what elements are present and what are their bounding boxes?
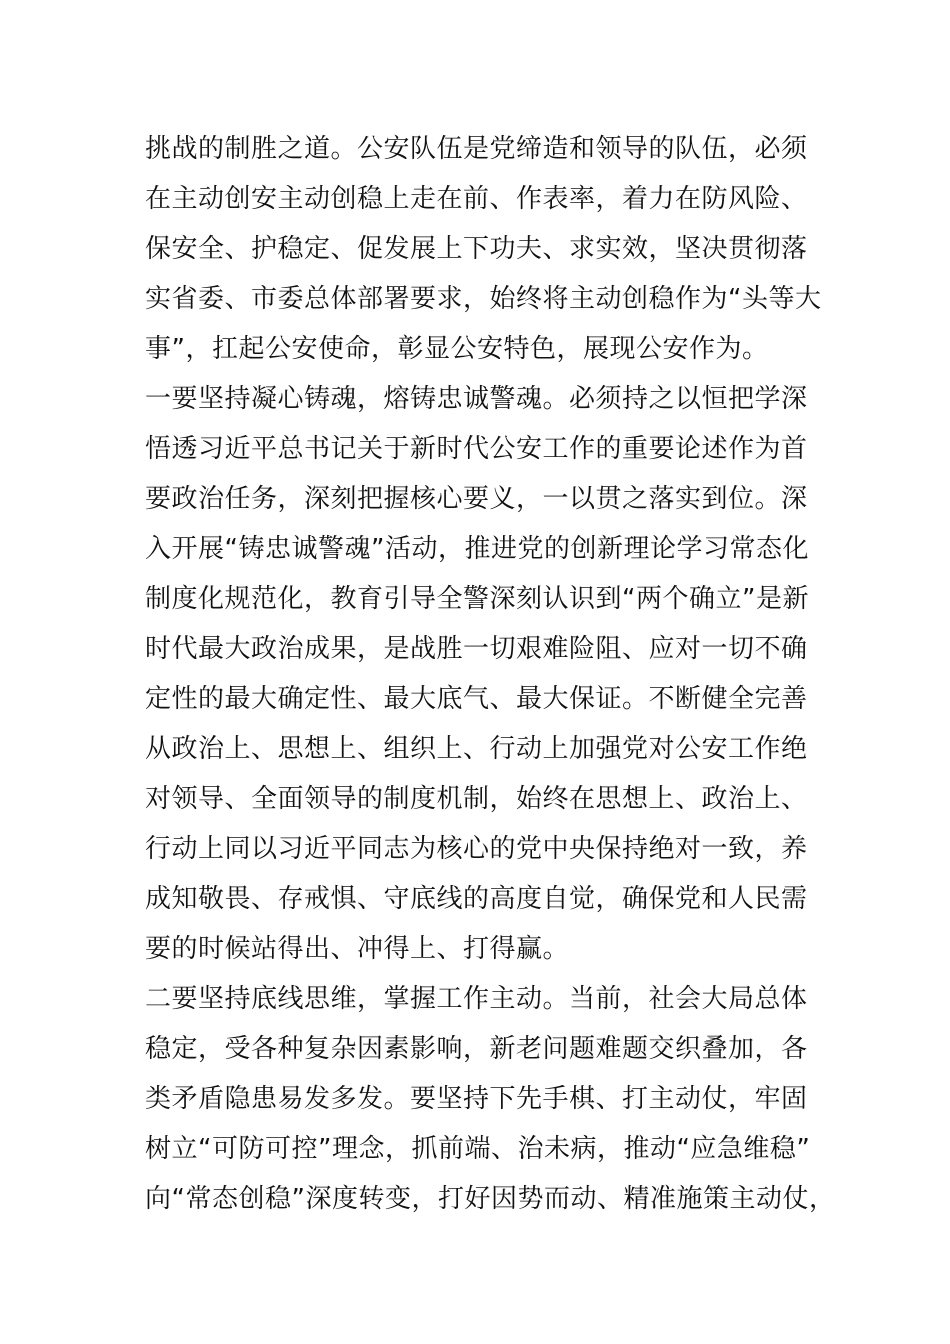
text-line: 成知敬畏、存戒惧、守底线的高度自觉，确保党和人民需 [145, 884, 808, 914]
text-line: 一要坚持凝心铸魂，熔铸忠诚警魂。必须持之以恒把学深 [145, 384, 808, 414]
text-line: 要政治任务，深刻把握核心要义，一以贯之落实到位。深 [145, 484, 808, 514]
text-line: 对领导、全面领导的制度机制，始终在思想上、政治上、 [145, 784, 808, 814]
text-line: 在主动创安主动创稳上走在前、作表率，着力在防风险、 [145, 184, 808, 214]
text-line: 挑战的制胜之道。公安队伍是党缔造和领导的队伍，必须 [145, 134, 808, 164]
text-line: 入开展“铸忠诚警魂”活动，推进党的创新理论学习常态化 [145, 534, 809, 564]
text-line: 事”，扛起公安使命，彰显公安特色，展现公安作为。 [145, 334, 769, 364]
text-line: 悟透习近平总书记关于新时代公安工作的重要论述作为首 [145, 434, 808, 464]
document-body [145, 124, 845, 1224]
text-line: 制度化规范化，教育引导全警深刻认识到“两个确立”是新 [145, 584, 809, 614]
text-line: 向“常态创稳”深度转变，打好因势而动、精准施策主动仗， [145, 1184, 836, 1214]
text-line: 保安全、护稳定、促发展上下功夫、求实效，坚决贯彻落 [145, 234, 808, 264]
text-line: 从政治上、思想上、组织上、行动上加强党对公安工作绝 [145, 734, 808, 764]
text-line: 实省委、市委总体部署要求，始终将主动创稳作为“头等大 [145, 284, 822, 314]
text-line: 定性的最大确定性、最大底气、最大保证。不断健全完善 [145, 684, 808, 714]
text-line: 树立“可防可控”理念，抓前端、治未病，推动“应急维稳” [145, 1134, 811, 1164]
text-line: 类矛盾隐患易发多发。要坚持下先手棋、打主动仗，牢固 [145, 1084, 808, 1114]
text-line: 稳定，受各种复杂因素影响，新老问题难题交织叠加，各 [145, 1034, 808, 1064]
text-line: 行动上同以习近平同志为核心的党中央保持绝对一致，养 [145, 834, 808, 864]
text-line: 要的时候站得出、冲得上、打得赢。 [145, 934, 570, 964]
text-line: 时代最大政治成果，是战胜一切艰难险阻、应对一切不确 [145, 634, 808, 664]
text-line: 二要坚持底线思维，掌握工作主动。当前，社会大局总体 [145, 984, 808, 1014]
